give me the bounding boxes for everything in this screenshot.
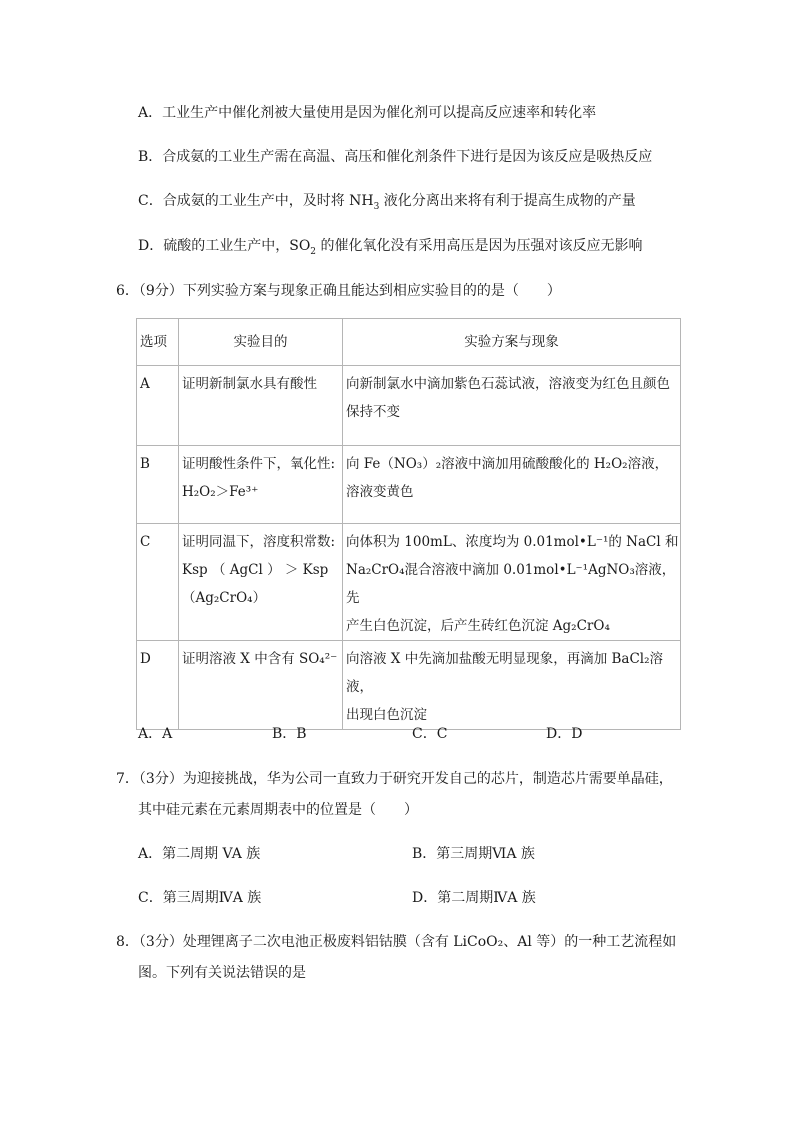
row-plan: 向新制氯水中滴加紫色石蕊试液，溶液变为红色且颜色 保持不变 bbox=[343, 366, 681, 446]
row-label: C bbox=[137, 524, 179, 641]
q8-stem-line2: 图。下列有关说法错误的是 bbox=[138, 965, 306, 981]
row-purpose: 证明溶液 X 中含有 SO₄²⁻ bbox=[179, 641, 343, 730]
row-label: B bbox=[137, 446, 179, 524]
header-option: 选项 bbox=[137, 319, 179, 366]
row-plan: 向 Fe（NO₃）₂溶液中滴加用硫酸酸化的 H₂O₂溶液， 溶液变黄色 bbox=[343, 446, 681, 524]
q5-option-c: C．合成氨的工业生产中，及时将 $NH_3$ 液化分离出来将有利于提高生成物的产量 bbox=[138, 193, 636, 212]
table-row bbox=[137, 446, 681, 524]
q6-answer-c: C．C bbox=[412, 726, 448, 742]
table-row bbox=[137, 366, 681, 446]
table-row bbox=[137, 524, 681, 641]
table-row bbox=[137, 641, 681, 730]
q7-option-a: A．第二周期 VA 族 bbox=[138, 846, 261, 862]
row-plan: 向溶液 X 中先滴加盐酸无明显现象，再滴加 BaCl₂溶液， 出现白色沉淀 bbox=[343, 641, 681, 730]
q8-stem-line1: 8．（3分）处理锂离子二次电池正极废料铝钴膜（含有 LiCoO₂、Al 等）的一种工艺流程如 bbox=[116, 934, 677, 950]
q6-answer-d: D．D bbox=[546, 726, 583, 742]
row-purpose: 证明酸性条件下，氧化性: H₂O₂＞Fe³⁺ bbox=[179, 446, 343, 524]
experiment-table bbox=[136, 318, 681, 730]
header-purpose: 实验目的 bbox=[179, 319, 343, 366]
row-purpose: 证明同温下，溶度积常数: Ksp （ AgCl ） ＞ Ksp （Ag₂CrO₄） bbox=[179, 524, 343, 641]
row-label: D bbox=[137, 641, 179, 730]
q5-option-b: B．合成氨的工业生产需在高温、高压和催化剂条件下进行是因为该反应是吸热反应 bbox=[138, 149, 653, 165]
q7-option-d: D．第二周期ⅣA 族 bbox=[412, 890, 536, 906]
row-purpose: 证明新制氯水具有酸性 bbox=[179, 366, 343, 446]
row-label: A bbox=[137, 366, 179, 446]
q7-option-b: B．第三周期ⅥA 族 bbox=[412, 846, 535, 862]
q6-answer-b: B．B bbox=[272, 726, 307, 742]
q7-option-c: C．第三周期ⅣA 族 bbox=[138, 890, 262, 906]
header-plan: 实验方案与现象 bbox=[343, 319, 681, 366]
row-plan: 向体积为 100mL、浓度均为 0.01mol•L⁻¹的 NaCl 和 Na₂CrO₄混合溶液中滴加 0.01mol•L⁻¹AgNO₃溶液，先 产生白色沉淀，后产生砖红色沉淀 Ag₂CrO₄ bbox=[343, 524, 681, 641]
q5-option-a: A．工业生产中催化剂被大量使用是因为催化剂可以提高反应速率和转化率 bbox=[138, 105, 597, 121]
q7-stem-line2: 其中硅元素在元素周期表中的位置是（ ） bbox=[138, 802, 418, 818]
table-header-row bbox=[137, 319, 681, 366]
q5-option-d: D．硫酸的工业生产中，$SO_2$ 的催化氧化没有采用高压是因为压强对该反应无影响 bbox=[138, 238, 643, 257]
q6-answer-a: A．A bbox=[138, 726, 173, 742]
q7-stem-line1: 7．（3分）为迎接挑战，华为公司一直致力于研究开发自己的芯片，制造芯片需要单晶硅， bbox=[116, 771, 673, 787]
q6-stem: 6．（9分）下列实验方案与现象正确且能达到相应实验目的的是（ ） bbox=[116, 283, 561, 299]
